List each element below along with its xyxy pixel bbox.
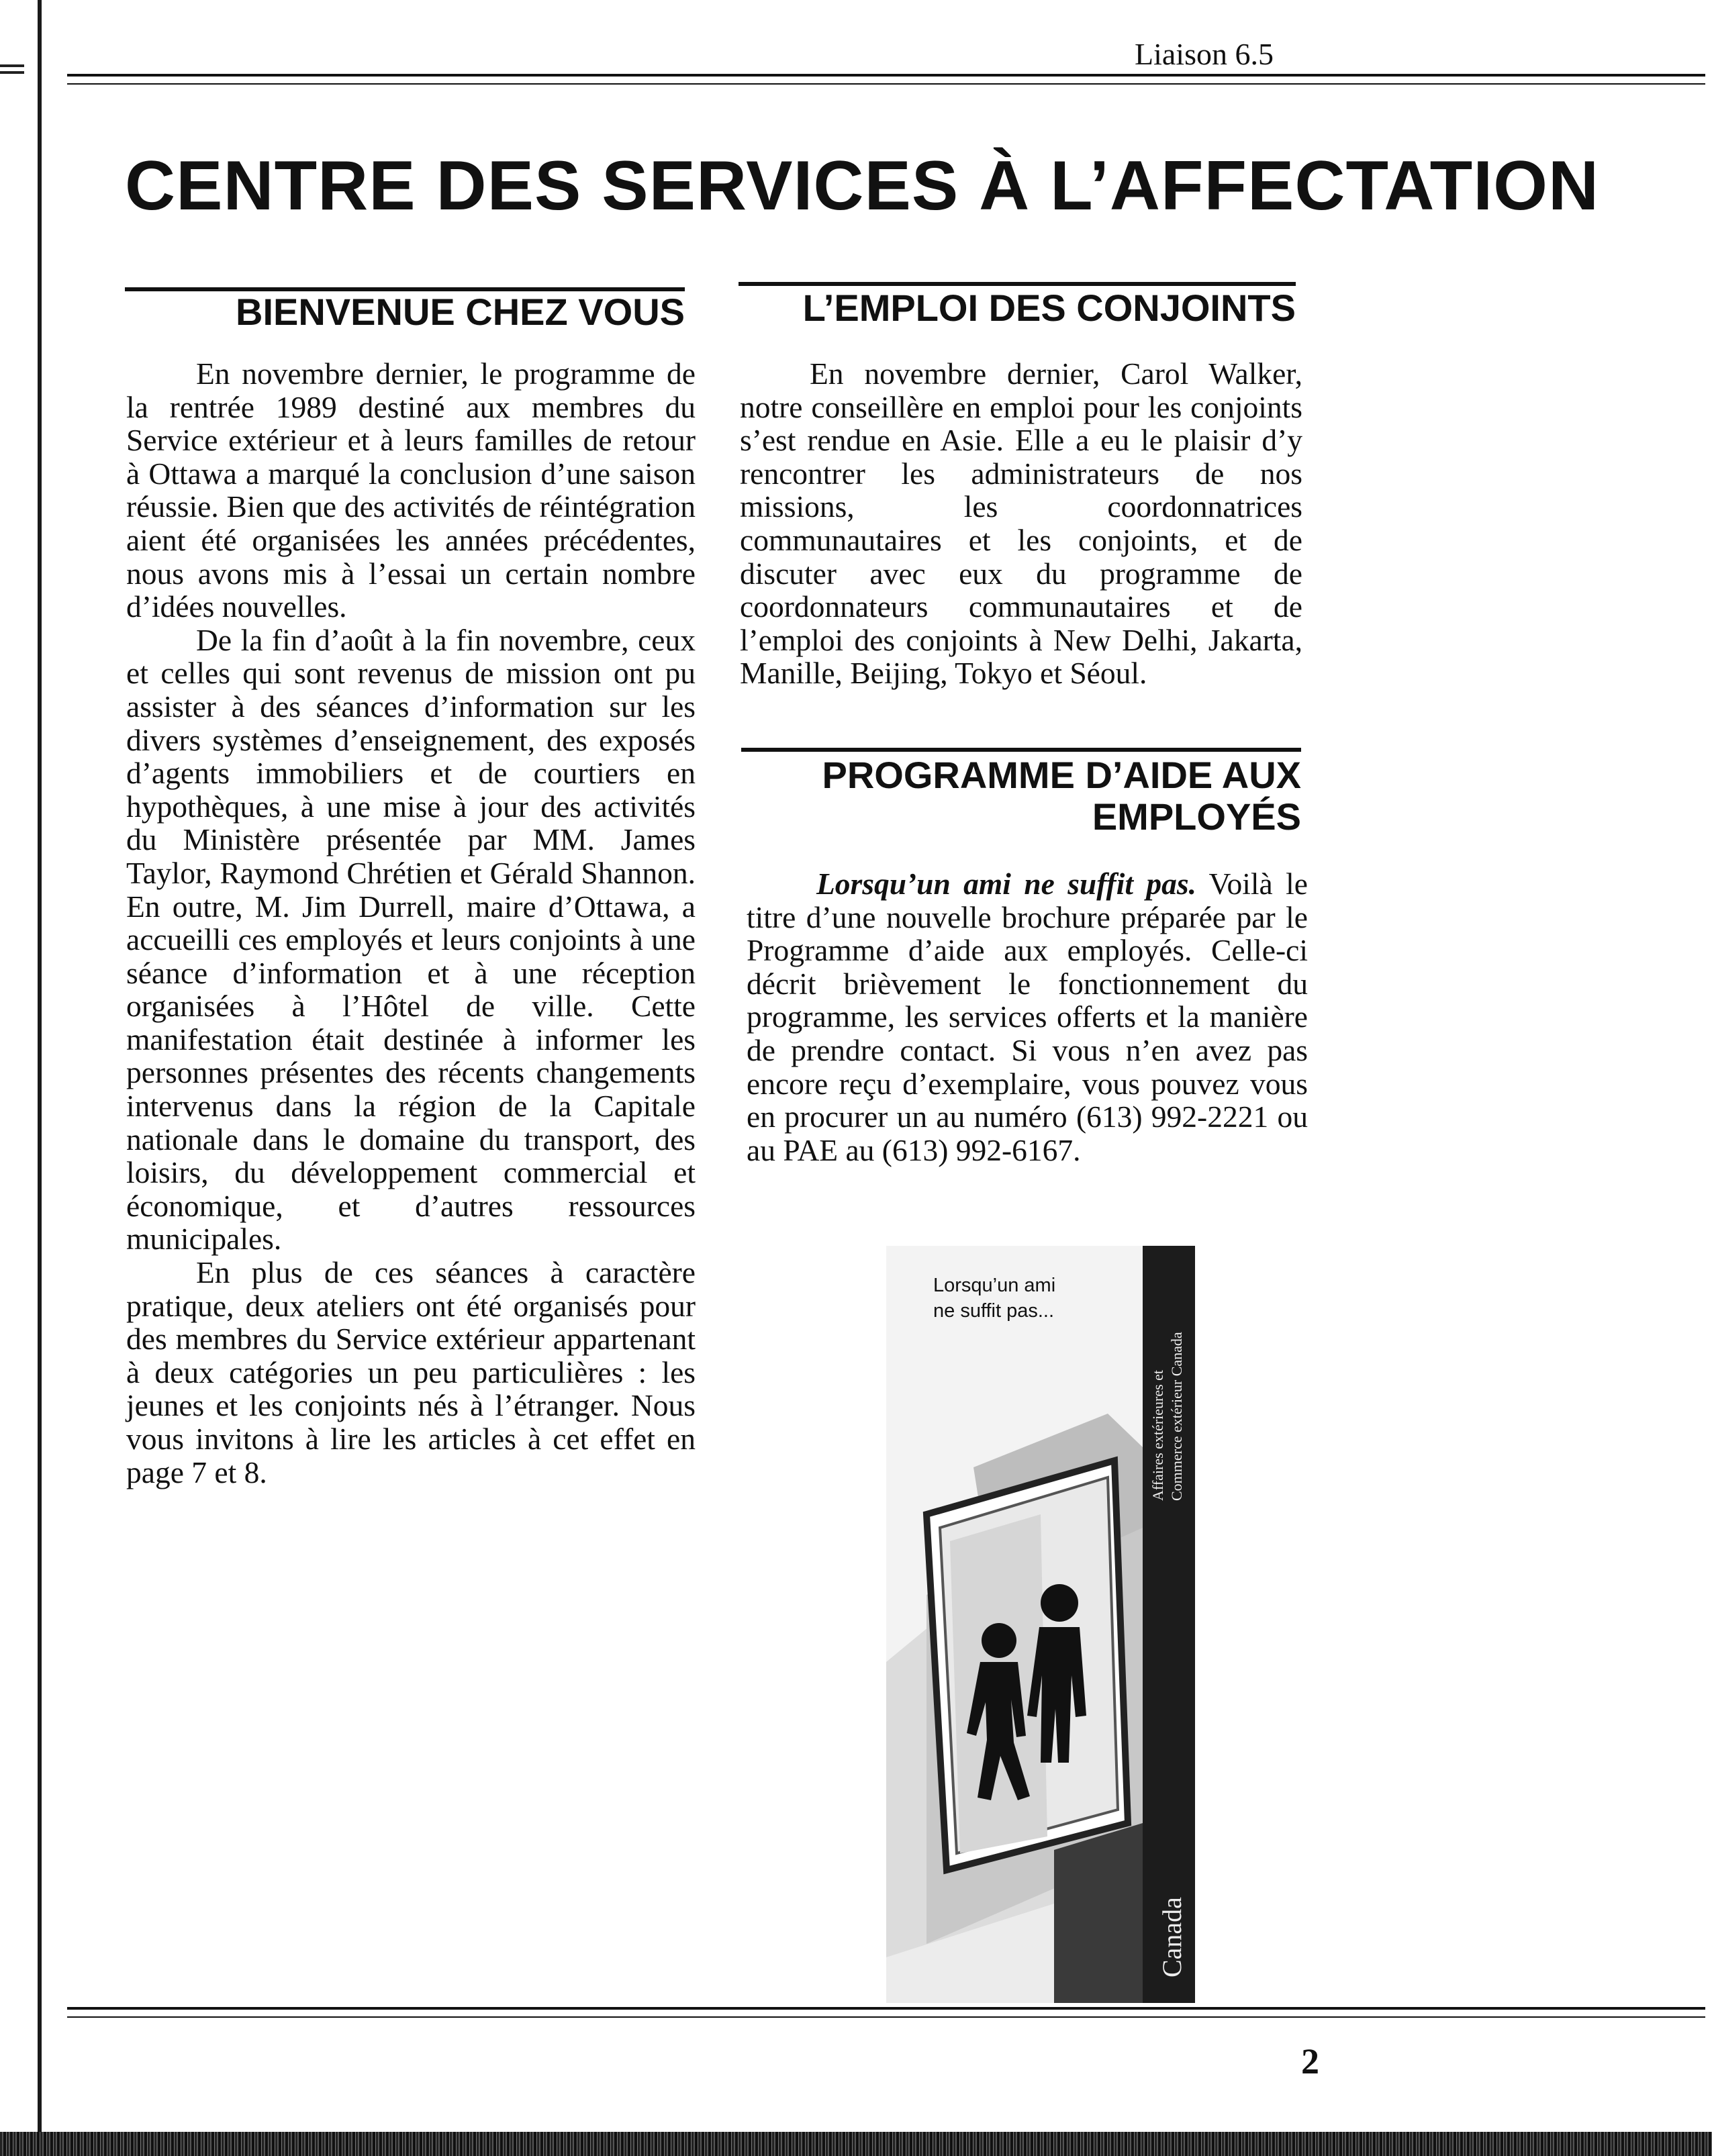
pae-heading-rule (741, 748, 1301, 752)
paragraph: En novembre dernier, le programme de la rentrée 1989 destiné aux membres du Service extérieur et à leurs familles de retour à Ottawa a marqué la conclusion d’une saison réussie. Bien que des activités de réintégration aient été organisées les années précédentes, nous avons mis à l’essai un certain nombre d’idées nouvelles. (126, 356, 696, 624)
heading-pae (741, 754, 1301, 838)
heading-pae-line2: EMPLOYÉS (1092, 795, 1301, 838)
scan-bottom-band (0, 2132, 1712, 2156)
running-head: Liaison 6.5 (1135, 37, 1274, 71)
header-rule (67, 74, 1705, 77)
brochure-dept-line1: Affaires extérieures et (1149, 1369, 1166, 1501)
paragraph: En plus de ces séances à caractère pratique, deux ateliers ont été organisés pour des membres du Service extérieur appartenant à deux catégories un peu particulières : les jeunes et les conjoints nés à l’étranger. Nous vous invitons à lire les articles à cet effet en page 7 et 8. (126, 1255, 696, 1489)
page-number: 2 (1301, 2041, 1319, 2081)
article-pae (747, 867, 1308, 1167)
footer-rule-thin (67, 2016, 1705, 2018)
article-bienvenue (126, 357, 696, 1489)
brochure-side-band (1143, 1246, 1195, 2003)
heading-bienvenue: BIENVENUE CHEZ VOUS (236, 291, 685, 333)
brochure-title-line2: ne suffit pas... (933, 1300, 1055, 1322)
header-rule-thin (67, 83, 1705, 85)
article-emploi (740, 357, 1302, 690)
canada-wordmark: Canada (1157, 1897, 1187, 1977)
page-left-border (38, 0, 42, 2156)
paragraph: De la fin d’août à la fin novembre, ceux et celles qui sont revenus de mission ont pu assister à des séances d’information sur les divers systèmes d’enseignement, des exposés d’agents immobiliers et de courtiers en hypothèques, à une mise à jour des activités du Ministère présentée par MM. James Taylor, Raymond Chrétien et Gérald Shannon. En outre, M. Jim Durrell, maire d’Ottawa, a accueilli ces employés et leurs conjoints à une séance d’information et à une réception organisées à l’Hôtel de ville. Cette manifestation était destinée à informer les personnes présentes des récents changements intervenus dans la région de la Capitale nationale dans le domaine du transport, des loisirs, du développement commercial et économique, et d’autres ressources municipales. (126, 622, 696, 1257)
brochure-dept-line2: Commerce extérieur Canada (1168, 1332, 1185, 1501)
page-title: CENTRE DES SERVICES À L’AFFECTATION (125, 147, 1600, 225)
footer-rule (67, 2007, 1705, 2010)
right-heading-rule (739, 282, 1296, 286)
brochure-title (933, 1273, 1155, 1324)
paragraph: En novembre dernier, Carol Walker, notre conseillère en emploi pour les conjoints s’est rendue en Asie. Elle a eu le plaisir d’y rencontrer les administrateurs de nos missions, les coordonnatrices communautaires et les conjoints, et de discuter avec eux du programme de coordonnateurs communautaires et de l’emploi des conjoints à New Delhi, Jakarta, Manille, Beijing, Tokyo et Séoul. (740, 356, 1302, 691)
brochure-title-mention: Lorsqu’un ami ne suffit pas. (816, 867, 1196, 901)
brochure-title-line1: Lorsqu’un ami (933, 1275, 1056, 1296)
heading-pae-line1: PROGRAMME D’AIDE AUX (822, 754, 1301, 796)
heading-emploi: L’EMPLOI DES CONJOINTS (802, 287, 1296, 329)
brochure-cover-image (886, 1246, 1195, 2003)
margin-mark (0, 64, 24, 67)
paragraph-rest: Voilà le titre d’une nouvelle brochure préparée par le Programme d’aide aux employés. Celle-ci décrit brièvement le fonctionnement du programme, les services offerts et la manière de prendre contact. Si vous n’en avez pas encore reçu d’exemplaire, vous pouvez vous en procurer un au numéro (613) 992-2221 ou au PAE au (613) 992-6167. (747, 867, 1308, 1167)
